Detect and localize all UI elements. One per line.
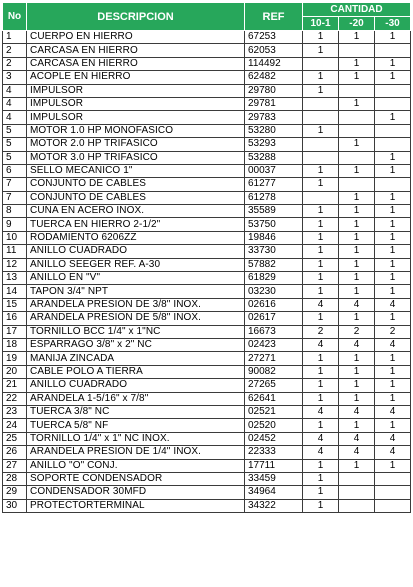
row-description: MANIJA ZINCADA: [27, 352, 245, 365]
row-qty-10-1: 4: [303, 446, 339, 459]
table-row: [3, 352, 411, 365]
row-description: TUERCA 5/8" NF: [27, 419, 245, 432]
row-ref: 00037: [245, 164, 303, 177]
row-qty-20: 4: [339, 446, 375, 459]
header-no: No: [3, 3, 27, 31]
row-qty-30: 1: [375, 151, 411, 164]
row-qty-10-1: 1: [303, 285, 339, 298]
row-description: ANILLO CUADRADO: [27, 379, 245, 392]
row-description: ANILLO "O" CONJ.: [27, 459, 245, 472]
row-number: 15: [3, 298, 27, 311]
row-ref: 33459: [245, 472, 303, 485]
row-number: 1: [3, 31, 27, 44]
row-qty-20: 1: [339, 164, 375, 177]
row-description: CARCASA EN HIERRO: [27, 44, 245, 57]
row-ref: 53280: [245, 124, 303, 137]
table-row: [3, 205, 411, 218]
row-ref: 22333: [245, 446, 303, 459]
table-row: [3, 379, 411, 392]
row-description: ANILLO SEEGER REF. A-30: [27, 258, 245, 271]
row-qty-20: 1: [339, 312, 375, 325]
row-ref: 02521: [245, 405, 303, 418]
header-ref: REF: [245, 3, 303, 31]
row-description: MOTOR 1.0 HP MONOFASICO: [27, 124, 245, 137]
row-description: TORNILLO 1/4" x 1" NC INOX.: [27, 432, 245, 445]
row-qty-30: 1: [375, 379, 411, 392]
row-qty-10-1: [303, 57, 339, 70]
row-description: CABLE POLO A TIERRA: [27, 365, 245, 378]
row-qty-30: 1: [375, 365, 411, 378]
row-qty-10-1: 1: [303, 379, 339, 392]
row-qty-10-1: 1: [303, 258, 339, 271]
row-number: 28: [3, 472, 27, 485]
row-description: SELLO MECANICO 1": [27, 164, 245, 177]
row-qty-10-1: 1: [303, 365, 339, 378]
row-ref: 53288: [245, 151, 303, 164]
row-qty-20: 1: [339, 365, 375, 378]
row-number: 13: [3, 272, 27, 285]
row-qty-10-1: [303, 97, 339, 110]
row-number: 3: [3, 71, 27, 84]
row-qty-10-1: 4: [303, 405, 339, 418]
row-ref: 02617: [245, 312, 303, 325]
row-description: ARANDELA PRESION DE 1/4" INOX.: [27, 446, 245, 459]
row-qty-30: [375, 472, 411, 485]
row-qty-10-1: 4: [303, 298, 339, 311]
row-qty-30: 1: [375, 312, 411, 325]
row-qty-30: [375, 44, 411, 57]
row-qty-30: [375, 138, 411, 151]
row-qty-30: 1: [375, 285, 411, 298]
row-qty-20: 1: [339, 459, 375, 472]
row-qty-10-1: 1: [303, 31, 339, 44]
row-qty-10-1: 1: [303, 124, 339, 137]
row-description: TORNILLO BCC 1/4" x 1"NC: [27, 325, 245, 338]
row-qty-30: 1: [375, 459, 411, 472]
row-qty-30: [375, 499, 411, 512]
row-description: CONDENSADOR 30MFD: [27, 486, 245, 499]
table-row: [3, 258, 411, 271]
row-ref: 61277: [245, 178, 303, 191]
table-row: [3, 44, 411, 57]
table-body: [3, 31, 411, 513]
table-row: [3, 71, 411, 84]
row-qty-10-1: 1: [303, 459, 339, 472]
row-ref: 53750: [245, 218, 303, 231]
table-row: [3, 57, 411, 70]
row-number: 2: [3, 44, 27, 57]
row-description: IMPULSOR: [27, 111, 245, 124]
row-qty-20: 1: [339, 218, 375, 231]
row-qty-30: 1: [375, 419, 411, 432]
row-qty-10-1: 1: [303, 44, 339, 57]
row-qty-20: [339, 499, 375, 512]
row-qty-20: [339, 124, 375, 137]
row-description: ANILLO CUADRADO: [27, 245, 245, 258]
row-number: 12: [3, 258, 27, 271]
row-qty-30: 1: [375, 71, 411, 84]
row-description: ARANDELA PRESION DE 3/8" INOX.: [27, 298, 245, 311]
row-qty-20: 2: [339, 325, 375, 338]
row-qty-10-1: 1: [303, 71, 339, 84]
table-row: [3, 338, 411, 351]
table-row: [3, 191, 411, 204]
row-qty-20: [339, 151, 375, 164]
row-qty-30: 1: [375, 272, 411, 285]
row-description: ARANDELA 1-5/16" x 7/8": [27, 392, 245, 405]
row-qty-30: 1: [375, 258, 411, 271]
header-qty-20: -20: [339, 17, 375, 31]
header-qty-10-1: 10-1: [303, 17, 339, 31]
row-ref: 53293: [245, 138, 303, 151]
row-ref: 03230: [245, 285, 303, 298]
row-qty-20: 1: [339, 97, 375, 110]
row-qty-20: [339, 472, 375, 485]
row-ref: 62641: [245, 392, 303, 405]
row-qty-30: 1: [375, 392, 411, 405]
table-row: [3, 151, 411, 164]
row-qty-20: [339, 178, 375, 191]
row-number: 5: [3, 151, 27, 164]
row-ref: 16673: [245, 325, 303, 338]
row-qty-20: 1: [339, 31, 375, 44]
row-description: TUERCA 3/8" NC: [27, 405, 245, 418]
row-qty-10-1: 4: [303, 338, 339, 351]
row-number: 7: [3, 178, 27, 191]
row-qty-20: 4: [339, 298, 375, 311]
table-row: [3, 499, 411, 512]
row-qty-10-1: 1: [303, 218, 339, 231]
row-qty-20: 1: [339, 392, 375, 405]
row-ref: 27271: [245, 352, 303, 365]
row-qty-20: 4: [339, 432, 375, 445]
row-ref: 34964: [245, 486, 303, 499]
row-qty-30: [375, 124, 411, 137]
table-row: [3, 124, 411, 137]
row-number: 11: [3, 245, 27, 258]
row-qty-20: 1: [339, 191, 375, 204]
row-number: 29: [3, 486, 27, 499]
parts-list: [2, 2, 410, 513]
row-number: 23: [3, 405, 27, 418]
row-number: 25: [3, 432, 27, 445]
row-ref: 62053: [245, 44, 303, 57]
table-row: [3, 231, 411, 244]
table-row: [3, 84, 411, 97]
row-qty-10-1: [303, 111, 339, 124]
row-ref: 62482: [245, 71, 303, 84]
row-number: 4: [3, 97, 27, 110]
row-number: 16: [3, 312, 27, 325]
row-ref: 33730: [245, 245, 303, 258]
row-qty-10-1: 1: [303, 164, 339, 177]
row-ref: 57882: [245, 258, 303, 271]
row-number: 26: [3, 446, 27, 459]
row-qty-30: 1: [375, 111, 411, 124]
row-ref: 02423: [245, 338, 303, 351]
table-row: [3, 459, 411, 472]
row-ref: 17711: [245, 459, 303, 472]
row-qty-10-1: 1: [303, 312, 339, 325]
row-description: CARCASA EN HIERRO: [27, 57, 245, 70]
row-qty-30: [375, 486, 411, 499]
row-number: 21: [3, 379, 27, 392]
row-ref: 90082: [245, 365, 303, 378]
row-number: 10: [3, 231, 27, 244]
row-ref: 61829: [245, 272, 303, 285]
row-number: 6: [3, 164, 27, 177]
row-qty-10-1: 1: [303, 419, 339, 432]
row-number: 22: [3, 392, 27, 405]
table-row: [3, 365, 411, 378]
row-qty-30: 1: [375, 164, 411, 177]
row-description: IMPULSOR: [27, 97, 245, 110]
row-number: 27: [3, 459, 27, 472]
row-qty-30: 4: [375, 405, 411, 418]
row-description: ACOPLE EN HIERRO: [27, 71, 245, 84]
row-qty-10-1: 1: [303, 245, 339, 258]
row-ref: 61278: [245, 191, 303, 204]
row-qty-20: 1: [339, 285, 375, 298]
row-ref: 02452: [245, 432, 303, 445]
row-number: 14: [3, 285, 27, 298]
table-row: [3, 312, 411, 325]
row-qty-10-1: 1: [303, 231, 339, 244]
row-qty-20: 1: [339, 419, 375, 432]
table-row: [3, 97, 411, 110]
row-qty-30: 1: [375, 57, 411, 70]
row-qty-20: [339, 44, 375, 57]
row-ref: 34322: [245, 499, 303, 512]
row-number: 4: [3, 111, 27, 124]
row-qty-10-1: 2: [303, 325, 339, 338]
row-qty-30: 4: [375, 432, 411, 445]
row-qty-20: [339, 84, 375, 97]
row-qty-20: 1: [339, 352, 375, 365]
row-description: ESPARRAGO 3/8" x 2" NC: [27, 338, 245, 351]
row-description: TAPON 3/4" NPT: [27, 285, 245, 298]
row-ref: 29780: [245, 84, 303, 97]
row-qty-20: 1: [339, 272, 375, 285]
table-row: [3, 486, 411, 499]
row-number: 20: [3, 365, 27, 378]
row-qty-10-1: 1: [303, 472, 339, 485]
header-descripcion: DESCRIPCION: [27, 3, 245, 31]
row-qty-20: 1: [339, 138, 375, 151]
row-number: 4: [3, 84, 27, 97]
row-qty-20: 4: [339, 338, 375, 351]
row-qty-20: 1: [339, 205, 375, 218]
row-ref: 29783: [245, 111, 303, 124]
row-qty-20: 1: [339, 379, 375, 392]
table-row: [3, 111, 411, 124]
row-description: TUERCA EN HIERRO 2-1/2": [27, 218, 245, 231]
row-qty-10-1: 1: [303, 178, 339, 191]
row-number: 18: [3, 338, 27, 351]
row-qty-30: [375, 178, 411, 191]
row-qty-10-1: 1: [303, 486, 339, 499]
table-row: [3, 405, 411, 418]
table-row: [3, 392, 411, 405]
table-row: [3, 31, 411, 44]
row-description: MOTOR 2.0 HP TRIFASICO: [27, 138, 245, 151]
row-number: 9: [3, 218, 27, 231]
row-qty-10-1: 1: [303, 499, 339, 512]
row-qty-30: 1: [375, 231, 411, 244]
row-qty-20: 1: [339, 57, 375, 70]
table-row: [3, 272, 411, 285]
row-description: IMPULSOR: [27, 84, 245, 97]
row-qty-30: 2: [375, 325, 411, 338]
row-number: 17: [3, 325, 27, 338]
row-ref: 19846: [245, 231, 303, 244]
table-row: [3, 218, 411, 231]
row-number: 30: [3, 499, 27, 512]
row-description: ARANDELA PRESION DE 5/8" INOX.: [27, 312, 245, 325]
row-qty-10-1: [303, 191, 339, 204]
row-description: CUERPO EN HIERRO: [27, 31, 245, 44]
table-row: [3, 285, 411, 298]
row-ref: 27265: [245, 379, 303, 392]
row-description: MOTOR 3.0 HP TRIFASICO: [27, 151, 245, 164]
row-description: RODAMIENTO 6206ZZ: [27, 231, 245, 244]
row-description: SOPORTE CONDENSADOR: [27, 472, 245, 485]
row-qty-20: 1: [339, 71, 375, 84]
row-qty-10-1: [303, 151, 339, 164]
row-description: CONJUNTO DE CABLES: [27, 178, 245, 191]
table-row: [3, 178, 411, 191]
row-qty-10-1: 1: [303, 205, 339, 218]
row-qty-30: 4: [375, 298, 411, 311]
row-description: PROTECTORTERMINAL: [27, 499, 245, 512]
row-qty-30: 1: [375, 205, 411, 218]
row-qty-30: 1: [375, 352, 411, 365]
row-ref: 114492: [245, 57, 303, 70]
row-qty-10-1: [303, 138, 339, 151]
row-qty-10-1: 1: [303, 84, 339, 97]
row-number: 8: [3, 205, 27, 218]
row-number: 7: [3, 191, 27, 204]
parts-table: [2, 2, 411, 513]
table-row: [3, 446, 411, 459]
row-number: 5: [3, 138, 27, 151]
row-number: 5: [3, 124, 27, 137]
row-qty-10-1: 4: [303, 432, 339, 445]
row-qty-20: 1: [339, 258, 375, 271]
row-qty-20: 1: [339, 245, 375, 258]
row-qty-10-1: 1: [303, 392, 339, 405]
row-number: 19: [3, 352, 27, 365]
table-header: [3, 3, 411, 31]
row-ref: 02520: [245, 419, 303, 432]
row-qty-20: [339, 486, 375, 499]
table-row: [3, 245, 411, 258]
header-cantidad: CANTIDAD: [303, 3, 411, 17]
row-qty-30: 1: [375, 31, 411, 44]
row-ref: 67253: [245, 31, 303, 44]
row-qty-10-1: 1: [303, 272, 339, 285]
row-ref: 02616: [245, 298, 303, 311]
row-number: 2: [3, 57, 27, 70]
row-description: CONJUNTO DE CABLES: [27, 191, 245, 204]
row-qty-30: 1: [375, 245, 411, 258]
row-qty-30: 4: [375, 338, 411, 351]
row-number: 24: [3, 419, 27, 432]
row-qty-30: 1: [375, 191, 411, 204]
row-qty-20: 1: [339, 231, 375, 244]
row-qty-30: 4: [375, 446, 411, 459]
table-row: [3, 432, 411, 445]
table-row: [3, 472, 411, 485]
table-row: [3, 325, 411, 338]
row-qty-30: [375, 97, 411, 110]
row-description: CUÑA EN ACERO INOX.: [27, 205, 245, 218]
row-qty-10-1: 1: [303, 352, 339, 365]
table-row: [3, 164, 411, 177]
header-qty-30: -30: [375, 17, 411, 31]
row-description: ANILLO EN "V": [27, 272, 245, 285]
table-row: [3, 419, 411, 432]
row-qty-30: 1: [375, 218, 411, 231]
row-ref: 35589: [245, 205, 303, 218]
row-qty-30: [375, 84, 411, 97]
table-row: [3, 298, 411, 311]
row-qty-20: 4: [339, 405, 375, 418]
table-row: [3, 138, 411, 151]
row-qty-20: [339, 111, 375, 124]
row-ref: 29781: [245, 97, 303, 110]
